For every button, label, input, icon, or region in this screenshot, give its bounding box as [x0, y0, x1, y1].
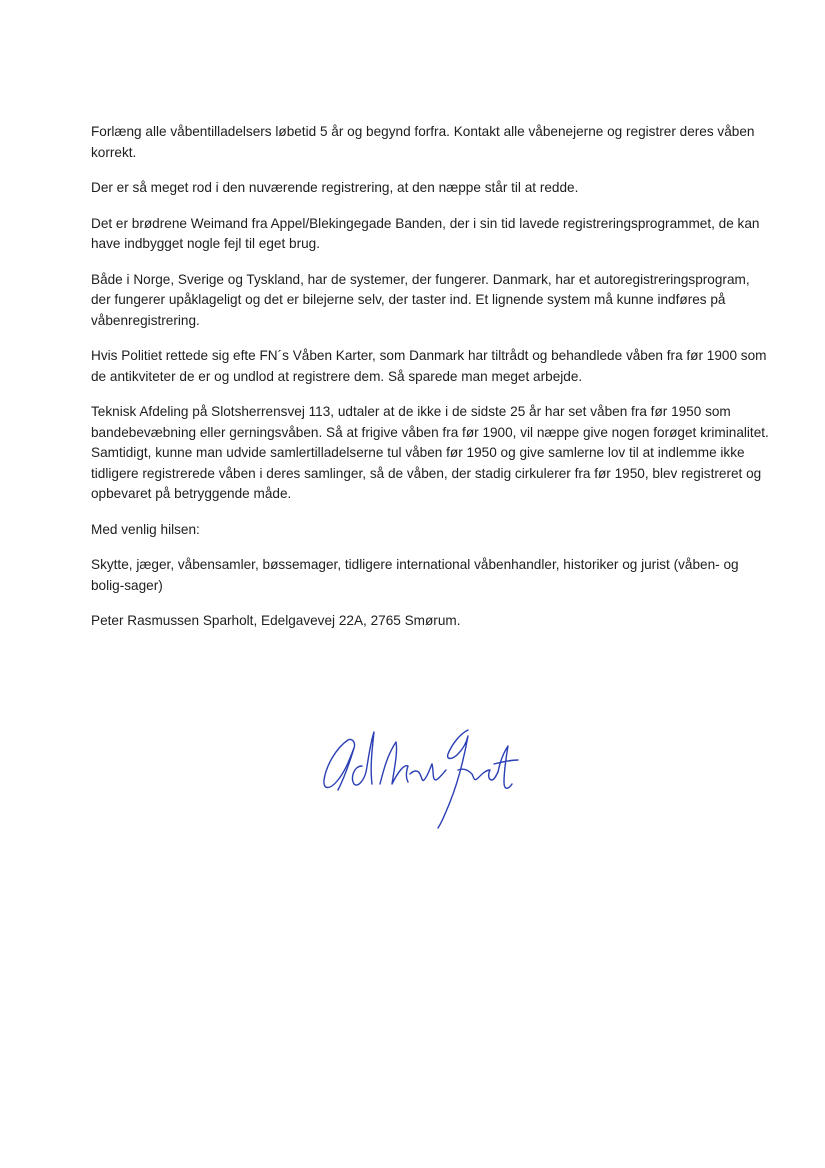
- paragraph-weimand-brothers: Det er brødrene Weimand fra Appel/Blekingegade Banden, der i sin tid lavede registreringsprogrammet, de kan have indbygget nogle fejl til eget brug.: [91, 215, 760, 251]
- paragraph-extend-permits: Forlæng alle våbentilladelsers løbetid 5 år og begynd forfra. Kontakt alle våbenejerne og registrer deres våben korrekt.: [91, 124, 755, 160]
- paragraph-other-countries: Både i Norge, Sverige og Tyskland, har de systemer, der fungerer. Danmark, har et autoregistreringsprogram, der fungerer upåklageligt og det er bilejerne selv, der taster ind. Et lignende system må kunne indføres på våbenregistrering.: [91, 271, 750, 328]
- closing-greeting: Med venlig hilsen:: [91, 521, 200, 537]
- letter-body: [91, 122, 771, 647]
- paragraph-technical-department: Teknisk Afdeling på Slotsherrensvej 113, udtaler at de ikke i de sidste 25 år har set våben fra før 1950 som bandebevæbning eller gerningsvåben. Så at frigive våben fra før 1900, vil næppe give nogen forøget kriminalitet. Samtidigt, kunne man udvide samlertilladelserne tul våben før 1950 og give samlerne lov til at indlemme ikke tidligere registrerede våben i deres samlinger, så de våben, der stadig cirkulerer fra før 1950, blev registreret og opbevaret på betryggende måde.: [91, 404, 769, 501]
- handwritten-signature: [318, 718, 523, 833]
- paragraph-registration-mess: Der er så meget rod i den nuværende registrering, at den næppe står til at redde.: [91, 180, 579, 195]
- paragraph-un-weapons-charter: Hvis Politiet rettede sig efte FN´s Våben Karter, som Danmark har tiltrådt og behandlede våben fra før 1900 som de antikviteter de er og undlod at registrere dem. Så sparede man meget arbejde.: [91, 348, 767, 384]
- signature-drawing: [318, 718, 523, 833]
- author-titles: Skytte, jæger, våbensamler, bøssemager, tidligere international våbenhandler, historiker og jurist (våben- og bolig-sager): [91, 557, 739, 593]
- author-name-address: Peter Rasmussen Sparholt, Edelgavevej 22A, 2765 Smørum.: [91, 613, 461, 628]
